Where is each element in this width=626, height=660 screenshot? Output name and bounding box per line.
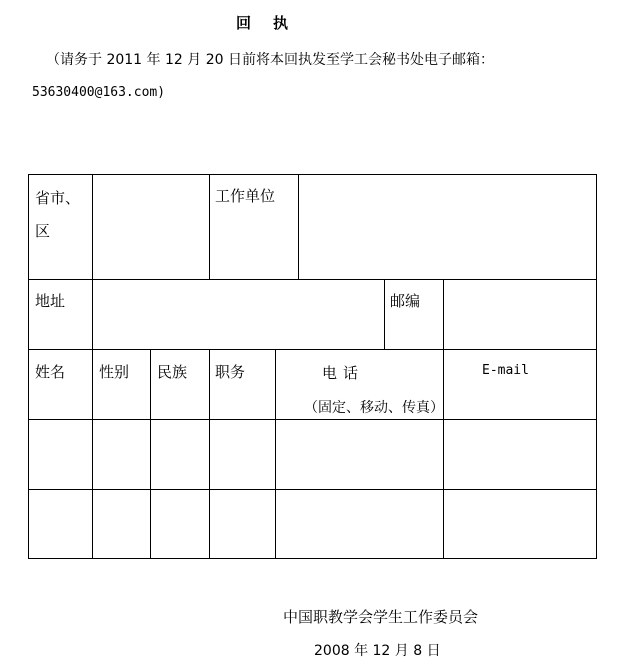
name-cell[interactable] [29,490,92,558]
gender-cell[interactable] [93,490,150,558]
email-cell[interactable] [444,490,596,558]
name-cell[interactable] [29,420,92,489]
position-cell[interactable] [210,420,275,489]
phone-cell[interactable] [276,420,443,489]
header-email: E-mail [482,363,529,378]
table-rule-row2 [28,349,596,350]
header-gender: 性别 [99,363,130,381]
row1-divider-b [209,174,210,279]
address-input[interactable] [93,280,384,349]
work-unit-input[interactable] [299,175,596,279]
organization-name: 中国职教学会学生工作委员会 [283,608,479,626]
document-date: 2008 年 12 月 8 日 [314,643,441,659]
email-address-text: 53630400@163.com) [32,85,166,100]
header-phone: 电话 [322,364,365,382]
table-row [29,420,596,489]
province-input[interactable] [93,175,209,279]
work-unit-label: 工作单位 [215,187,276,205]
province-label-line1: 省市、 [35,189,81,207]
ethnicity-cell[interactable] [151,490,209,558]
phone-cell[interactable] [276,490,443,558]
instruction-text: （请务于 2011 年 12 月 20 日前将本回执发至学工会秘书处电子邮箱： [46,52,494,68]
header-ethnicity: 民族 [157,363,188,381]
table-row [29,490,596,558]
row2-divider-b [384,279,385,349]
gender-cell[interactable] [93,420,150,489]
header-position: 职务 [215,363,246,381]
ethnicity-cell[interactable] [151,420,209,489]
postcode-input[interactable] [444,280,596,349]
table-border-right [596,174,597,559]
address-label: 地址 [35,292,66,310]
table-border-bottom [28,558,596,559]
postcode-label: 邮编 [390,292,421,310]
header-phone-sub: （固定、移动、传真） [304,400,444,416]
province-label-line2: 区 [35,222,51,240]
position-cell[interactable] [210,490,275,558]
email-cell[interactable] [444,420,596,489]
header-name: 姓名 [35,363,66,381]
document-title: 回执 [236,14,311,32]
